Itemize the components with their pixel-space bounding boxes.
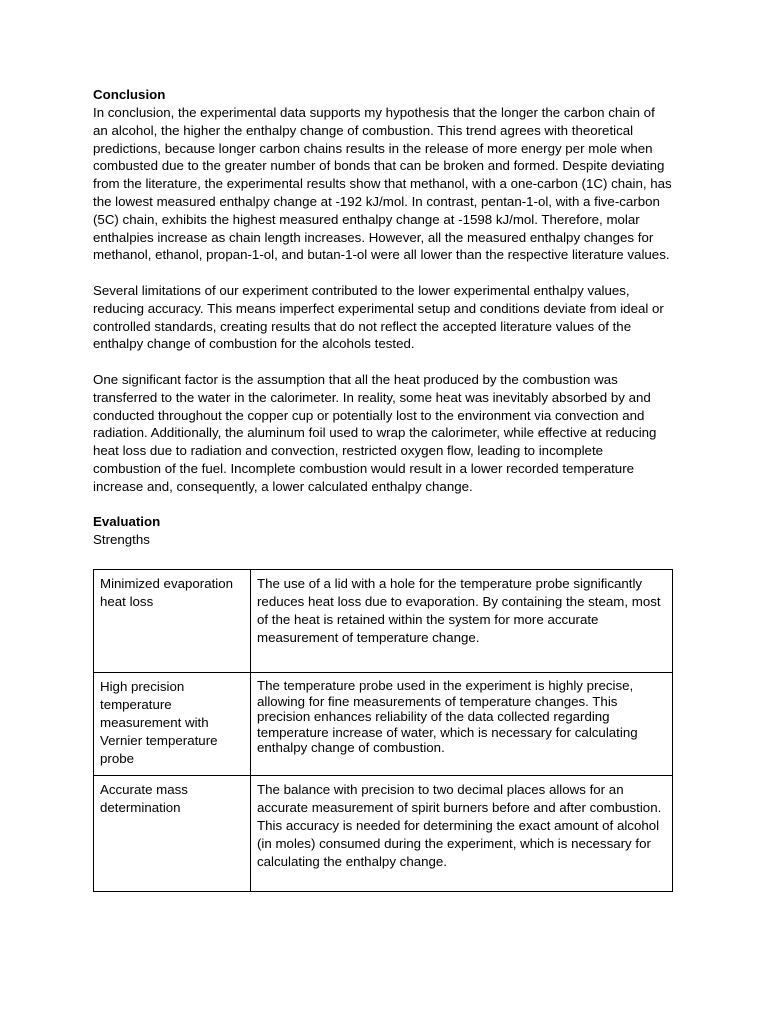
strength-title: Accurate mass determination bbox=[94, 776, 251, 892]
strength-description: The balance with precision to two decimal places allows for an accurate measurement of spirit burners before and after combustion. This accuracy is needed for determining the exact amount of alcohol (in moles) consumed during the experiment, which is necessary for calculating the enthalpy change. bbox=[251, 776, 673, 892]
table-row bbox=[94, 673, 673, 776]
strength-description: The temperature probe used in the experiment is highly precise, allowing for fine measurements of temperature changes. This precision enhances reliability of the data collected regarding temperature increase of water, which is necessary for calculating enthalpy change of combustion. bbox=[251, 673, 673, 776]
table-row bbox=[94, 570, 673, 673]
strength-title: High precision temperature measurement with Vernier temperature probe bbox=[94, 673, 251, 776]
conclusion-paragraph-3: One significant factor is the assumption that all the heat produced by the combustion was transferred to the water in the calorimeter. In reality, some heat was inevitably absorbed by and conducted throughout the copper cup or potentially lost to the environment via convection and radiation. Additionally, the aluminum foil used to wrap the calorimeter, while effective at reducing heat loss due to radiation and convection, restricted oxygen flow, leading to incomplete combustion of the fuel. Incomplete combustion would result in a lower recorded temperature increase and, consequently, a lower calculated enthalpy change. bbox=[93, 371, 657, 494]
conclusion-paragraph-2: Several limitations of our experiment contributed to the lower experimental enthalpy values, reducing accuracy. This means imperfect experimental setup and conditions deviate from ideal or controlled standards, creating results that do not reflect the accepted literature values of the enthalpy change of combustion for the alcohols tested. bbox=[93, 282, 664, 352]
strengths-table bbox=[93, 569, 673, 892]
table-row bbox=[94, 776, 673, 892]
strengths-subheading: Strengths bbox=[93, 532, 150, 548]
conclusion-heading: Conclusion bbox=[93, 87, 166, 102]
document-page bbox=[93, 86, 673, 892]
evaluation-heading: Evaluation bbox=[93, 514, 161, 530]
strength-description: The use of a lid with a hole for the temperature probe significantly reduces heat loss due to evaporation. By containing the steam, most of the heat is retained within the system for more accurate measurement of temperature change. bbox=[251, 570, 673, 673]
strength-title: Minimized evaporation heat loss bbox=[94, 570, 251, 673]
conclusion-paragraph-1: In conclusion, the experimental data supports my hypothesis that the longer the carbon chain of an alcohol, the higher the enthalpy change of combustion. This trend agrees with theoretical predictions, because longer carbon chains results in the release of more energy per mole when combusted due to the greater number of bonds that can be broken and formed. Despite deviating from the literature, the experimental results show that methanol, with a one-carbon (1C) chain, has the lowest measured enthalpy change at -192 kJ/mol. In contrast, pentan-1-ol, with a five-carbon (5C) chain, exhibits the highest measured enthalpy change at -1598 kJ/mol. Therefore, molar enthalpies increase as chain length increases. However, all the measured enthalpy changes for methanol, ethanol, propan-1-ol, and butan-1-ol were all lower than the respective literature values. bbox=[93, 105, 672, 263]
